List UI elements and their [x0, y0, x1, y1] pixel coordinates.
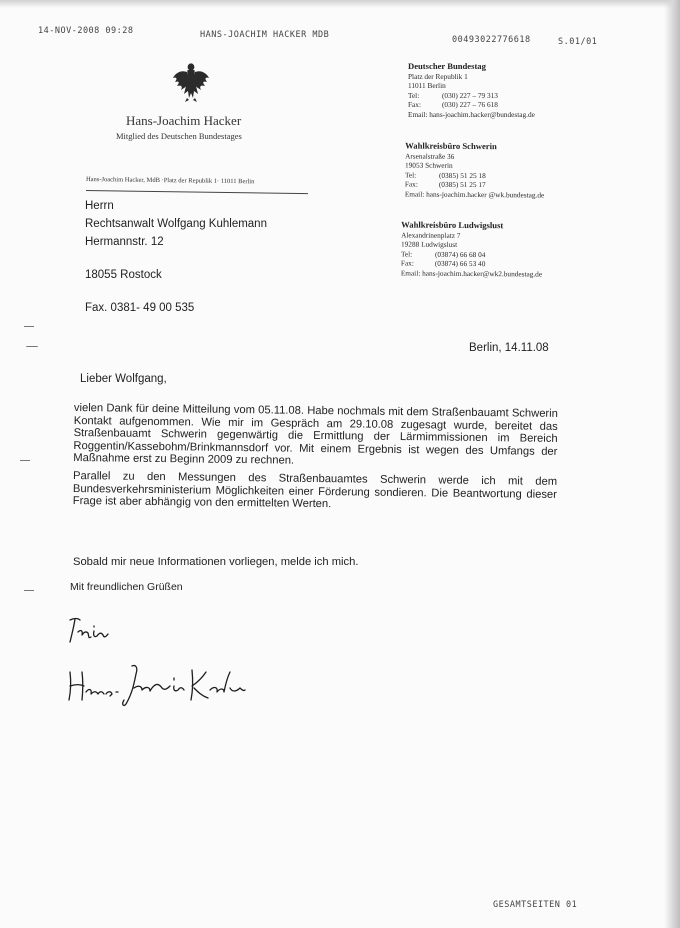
- letter-body: [73, 402, 558, 519]
- office-bundestag: [408, 61, 535, 119]
- office-fax: Fax: (03874) 66 53 40: [400, 258, 486, 269]
- office-heading: Wahlkreisbüro Schwerin: [405, 140, 497, 152]
- office-heading: Deutscher Bundestag: [408, 61, 486, 71]
- scan-edge-top: [0, 0, 680, 8]
- office-address-line: 19053 Schwerin: [404, 160, 453, 171]
- recipient-salutation: Herrn: [85, 200, 114, 212]
- fax-header-sender: HANS-JOACHIM HACKER MDB: [200, 30, 330, 40]
- recipient-fax: Fax. 0381- 49 00 535: [85, 302, 195, 314]
- office-address-line: 11011 Berlin: [408, 81, 446, 91]
- office-ludwigslust: [401, 220, 543, 279]
- office-address-line: Alexandrinenplatz 7: [401, 230, 461, 240]
- scan-edge-right: [664, 0, 680, 928]
- office-schwerin: [405, 141, 545, 200]
- eagle-icon: [172, 60, 210, 102]
- letter-paragraph: vielen Dank für deine Mitteilung vom 05.11.08. Habe nochmals mit dem Straßenbauamt Schwerin Kontakt aufgenommen. Wie mir im Gespräch am 29.10.08 zugesagt wurde, bereitet das Straßenbauamt Schwerin gegenwärtig die Ermittlung der Lärmimmissionen im Bereich Roggentin/Kassebohm/Brinkmannsdorf vor. Mit einem Ergebnis ist wegen des Umfangs der Maßnahme erst zu Beginn 2009 zu rechnen.: [73, 402, 558, 468]
- office-email: Email: hans-joachim.hacker@bundestag.de: [408, 109, 535, 119]
- return-address-rule: [86, 190, 308, 194]
- recipient-block: [85, 197, 267, 317]
- handwritten-initial-signature: [64, 612, 114, 648]
- fax-header-page: S.01/01: [558, 37, 598, 47]
- margin-mark: [26, 346, 38, 347]
- office-tel: Tel: (030) 227 – 79 313: [408, 90, 498, 100]
- office-fax: Fax: (030) 227 – 76 618: [408, 100, 498, 110]
- office-email: Email: hans-joachim.hacker@wk2.bundestag.de: [400, 268, 543, 279]
- return-address: Hans-Joachim Hacker, MdB ·Platz der Republik 1· 11011 Berlin: [85, 176, 255, 186]
- margin-mark: [24, 590, 34, 591]
- fax-header-date: 14-NOV-2008 09:28: [38, 26, 134, 36]
- office-address-line: Platz der Republik 1: [408, 72, 468, 81]
- office-tel: Tel: (0385) 51 25 18: [404, 170, 486, 180]
- fax-footer-total-pages: GESAMTSEITEN 01: [493, 900, 578, 910]
- letter-closing-note: Sobald mir neue Informationen vorliegen, melde ich mich.: [73, 556, 359, 568]
- letter-closing: Mit freundlichen Grüßen: [70, 581, 183, 593]
- office-address-line: Arsenalstraße 36: [405, 151, 455, 161]
- handwritten-full-signature: [66, 660, 246, 708]
- margin-mark: [24, 326, 34, 327]
- recipient-street: Hermannstr. 12: [85, 236, 164, 248]
- sender-role: Mitglied des Deutschen Bundestages: [116, 131, 242, 141]
- letter-place-date: Berlin, 14.11.08: [469, 342, 549, 354]
- letter-paragraph: Parallel zu den Messungen des Straßenbauamtes Schwerin werde ich mit dem Bundesverkehrsministerium Möglichkeiten einer Förderung sondieren. Die Beantwortung dieser Frage ist aber abhängig von den ermittelten Werten.: [72, 469, 558, 511]
- office-fax: Fax: (0385) 51 25 17: [404, 179, 486, 190]
- letter-greeting: Lieber Wolfgang,: [80, 373, 167, 385]
- recipient-city: 18055 Rostock: [85, 269, 162, 281]
- office-address-line: 19288 Ludwigslust: [400, 239, 458, 250]
- office-heading: Wahlkreisbüro Ludwigslust: [401, 219, 504, 231]
- margin-mark: [20, 460, 30, 461]
- fax-header-number: 00493022776618: [452, 35, 531, 45]
- recipient-name: Rechtsanwalt Wolfgang Kuhlemann: [85, 218, 267, 230]
- office-tel: Tel: (03874) 66 68 04: [400, 249, 486, 259]
- sender-name: Hans-Joachim Hacker: [126, 113, 242, 128]
- office-email: Email: hans-joachim.hacker @wk.bundestag.de: [404, 189, 545, 200]
